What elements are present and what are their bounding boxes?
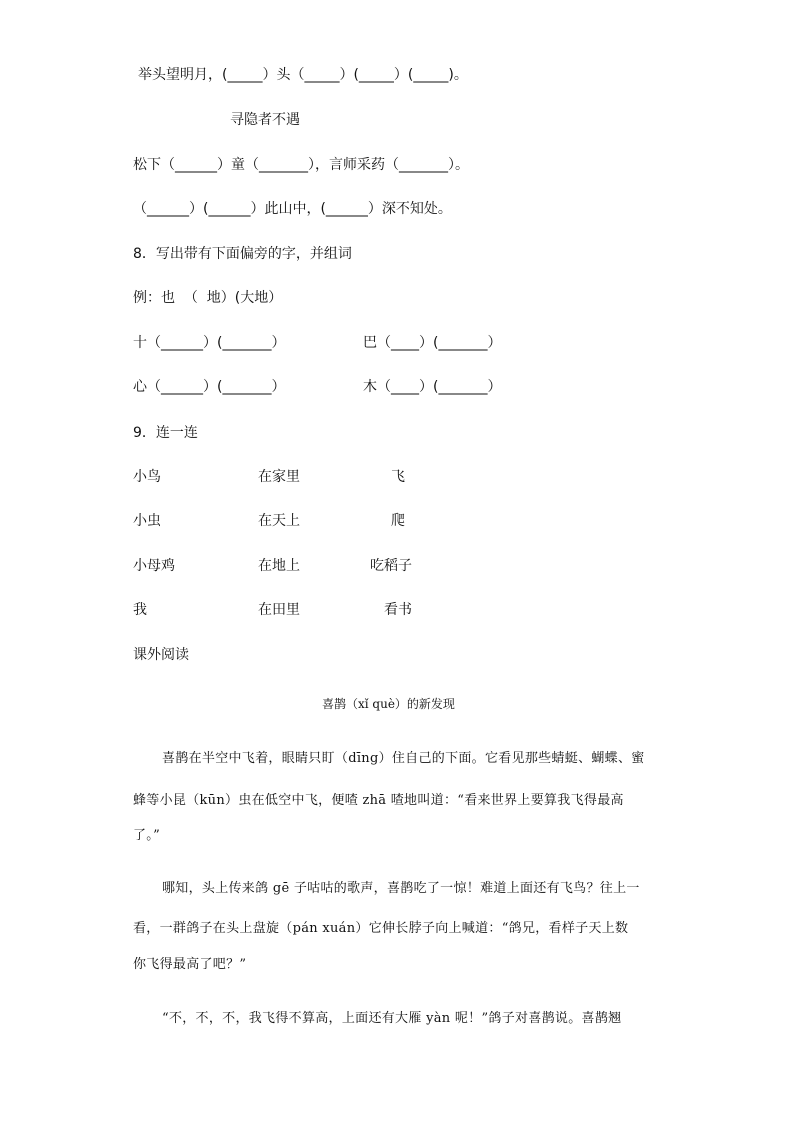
- reading-line: “不，不，不，我飞得不算高，上面还有大雁 yàn 呢！”鸽子对喜鹊说。喜鹊翘: [162, 1011, 622, 1026]
- match-col-b: 在地上: [258, 558, 300, 574]
- poem-fill-line-2: 松下（______）童（_______），言师采药（_______）。: [133, 157, 469, 173]
- reading-line: 喜鹊在半空中飞着，眼睛只盯（dīng）住自己的下面。它看见那些蜻蜓、蝴蝶、蜜: [162, 751, 645, 766]
- reading-line: 看，一群鸽子在头上盘旋（pán xuán）它伸长脖子向上喊道：“鸽兄，看样子天上数: [133, 921, 629, 936]
- match-col-a: 小鸟: [133, 469, 161, 485]
- question-8-example: 例：也 （ 地）(大地）: [133, 290, 283, 306]
- radical-row-1-right: 巴（____）(_______）: [363, 335, 502, 351]
- question-8-heading: 8．写出带有下面偏旁的字，并组词: [133, 246, 352, 262]
- reading-line: 蜂等小昆（kūn）虫在低空中飞，便喳 zhā 喳地叫道：“看来世界上要算我飞得最高: [133, 793, 624, 808]
- match-col-b: 在家里: [258, 469, 300, 485]
- match-col-c: 飞: [391, 469, 405, 485]
- radical-row-1-left: 十（______）(_______）: [133, 335, 286, 351]
- reading-line: 了。”: [133, 828, 161, 843]
- question-9-heading: 9．连一连: [133, 425, 198, 441]
- match-col-a: 小虫: [133, 513, 161, 529]
- reading-section-label: 课外阅读: [133, 647, 189, 663]
- reading-line: 你飞得最高了吧？”: [133, 957, 247, 972]
- match-col-c: 看书: [384, 602, 412, 618]
- match-col-a: 小母鸡: [133, 558, 175, 574]
- poem-title: 寻隐者不遇: [230, 112, 300, 128]
- match-col-c: 爬: [391, 513, 405, 529]
- match-col-a: 我: [133, 602, 147, 618]
- match-col-b: 在田里: [258, 602, 300, 618]
- poem-fill-line-1: 举头望明月，(_____）头（_____）(_____）(_____)。: [138, 67, 468, 83]
- reading-title: 喜鹊（xǐ què）的新发现: [322, 697, 455, 711]
- radical-row-2-left: 心（______）(_______）: [133, 379, 286, 395]
- reading-line: 哪知，头上传来鸽 gē 子咕咕的歌声，喜鹊吃了一惊！难道上面还有飞鸟？往上一: [162, 881, 640, 896]
- match-col-c: 吃稻子: [370, 558, 412, 574]
- poem-fill-line-3: （______）(______）此山中，(______）深不知处。: [133, 201, 452, 217]
- radical-row-2-right: 木（____）(_______）: [363, 379, 502, 395]
- match-col-b: 在天上: [258, 513, 300, 529]
